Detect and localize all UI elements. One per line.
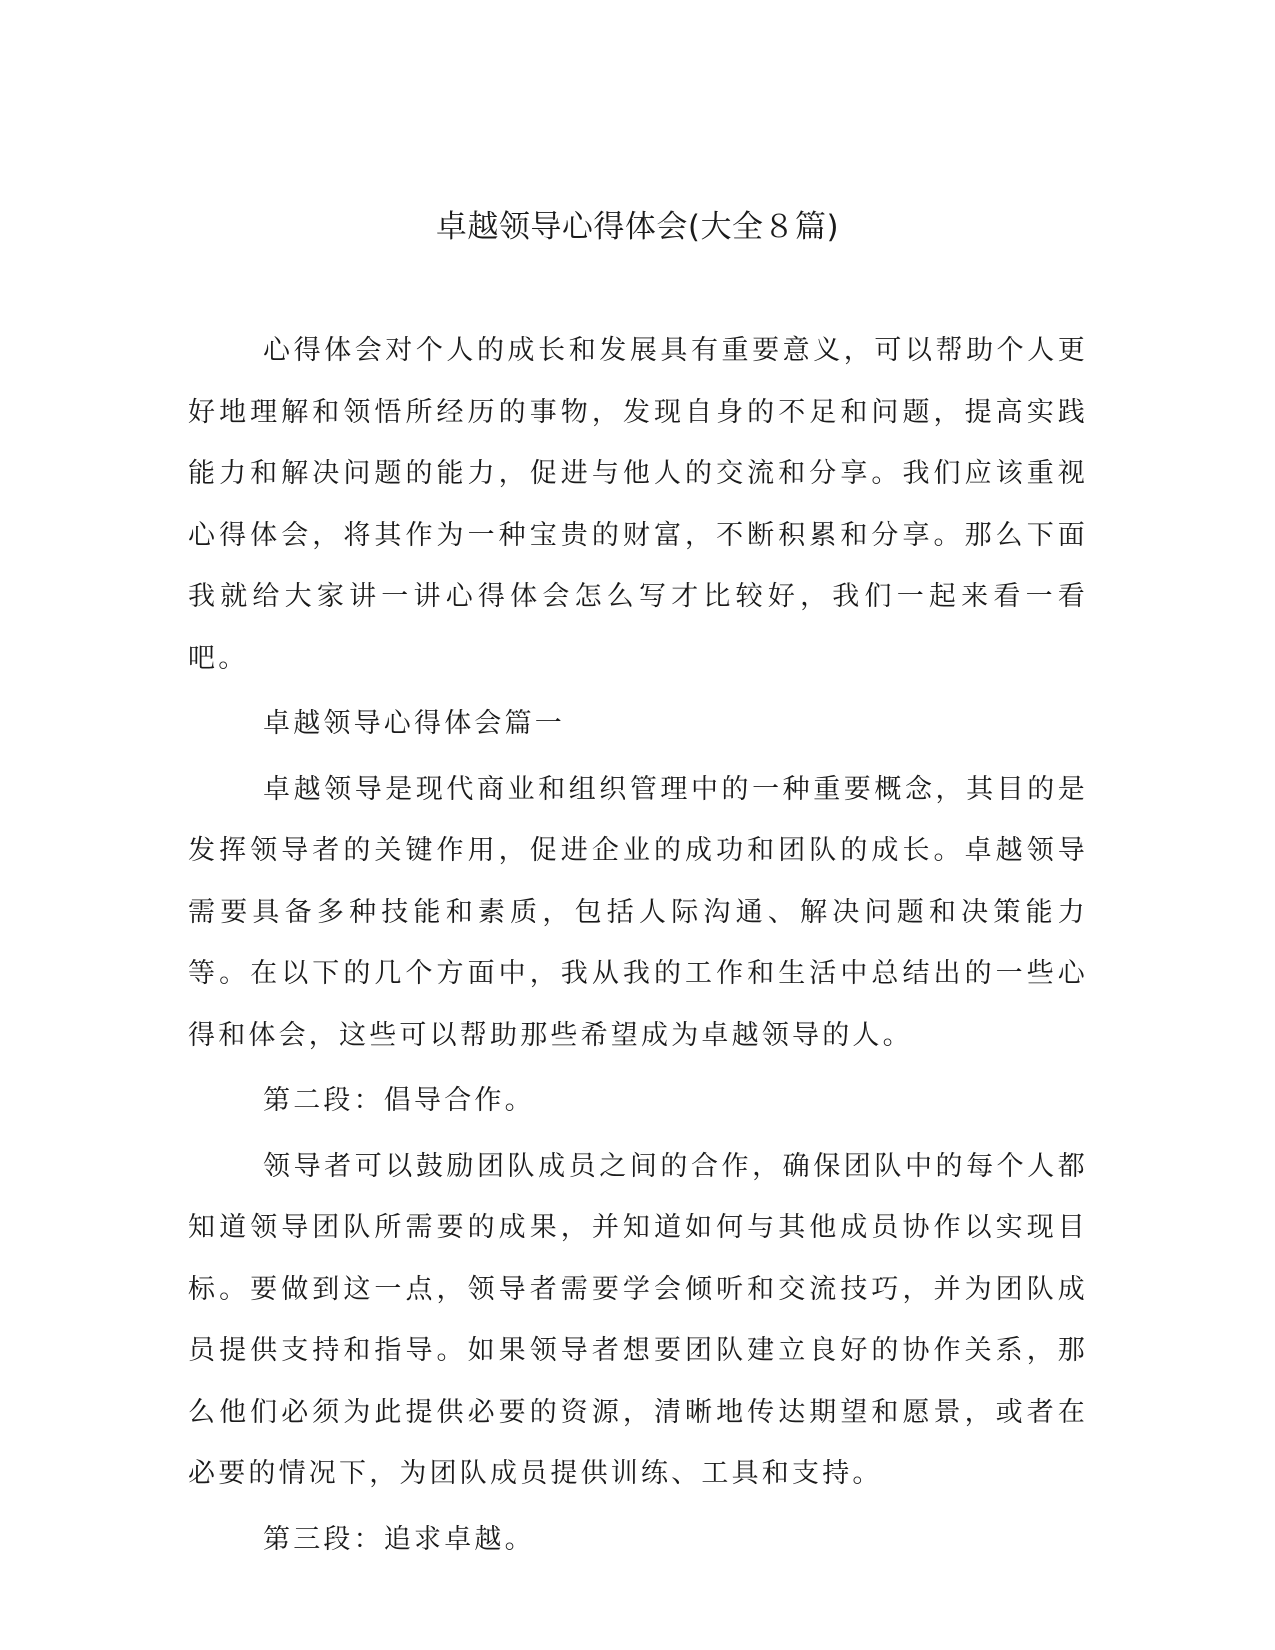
section-1-paragraph: 卓越领导是现代商业和组织管理中的一种重要概念，其目的是发挥领导者的关键作用，促进企业的成功和团队的成长。卓越领导需要具备多种技能和素质，包括人际沟通、解决问题和决策能力等。在以下的几个方面中，我从我的工作和生活中总结出的一些心得和体会，这些可以帮助那些希望成为卓越领导的人。 <box>188 773 1088 1051</box>
document-body <box>188 320 1088 1574</box>
section-heading-3: 第三段：追求卓越。 <box>263 1523 535 1555</box>
intro-paragraph: 心得体会对个人的成长和发展具有重要意义，可以帮助个人更好地理解和领悟所经历的事物，发现自身的不足和问题，提高实践能力和解决问题的能力，促进与他人的交流和分享。我们应该重视心得体会，将其作为一种宝贵的财富，不断积累和分享。那么下面我就给大家讲一讲心得体会怎么写才比较好，我们一起来看一看吧。 <box>188 335 1088 674</box>
document-title: 卓越领导心得体会(大全８篇) <box>435 209 840 245</box>
section-2-paragraph: 领导者可以鼓励团队成员之间的合作，确保团队中的每个人都知道领导团队所需要的成果，并知道如何与其他成员协作以实现目标。要做到这一点，领导者需要学会倾听和交流技巧，并为团队成员提供支持和指导。如果领导者想要团队建立良好的协作关系，那么他们必须为此提供必要的资源，清晰地传达期望和愿景，或者在必要的情况下，为团队成员提供训练、工具和支持。 <box>188 1150 1088 1489</box>
section-heading-2: 第二段：倡导合作。 <box>263 1085 535 1116</box>
section-heading-1: 卓越领导心得体会篇一 <box>263 708 565 739</box>
